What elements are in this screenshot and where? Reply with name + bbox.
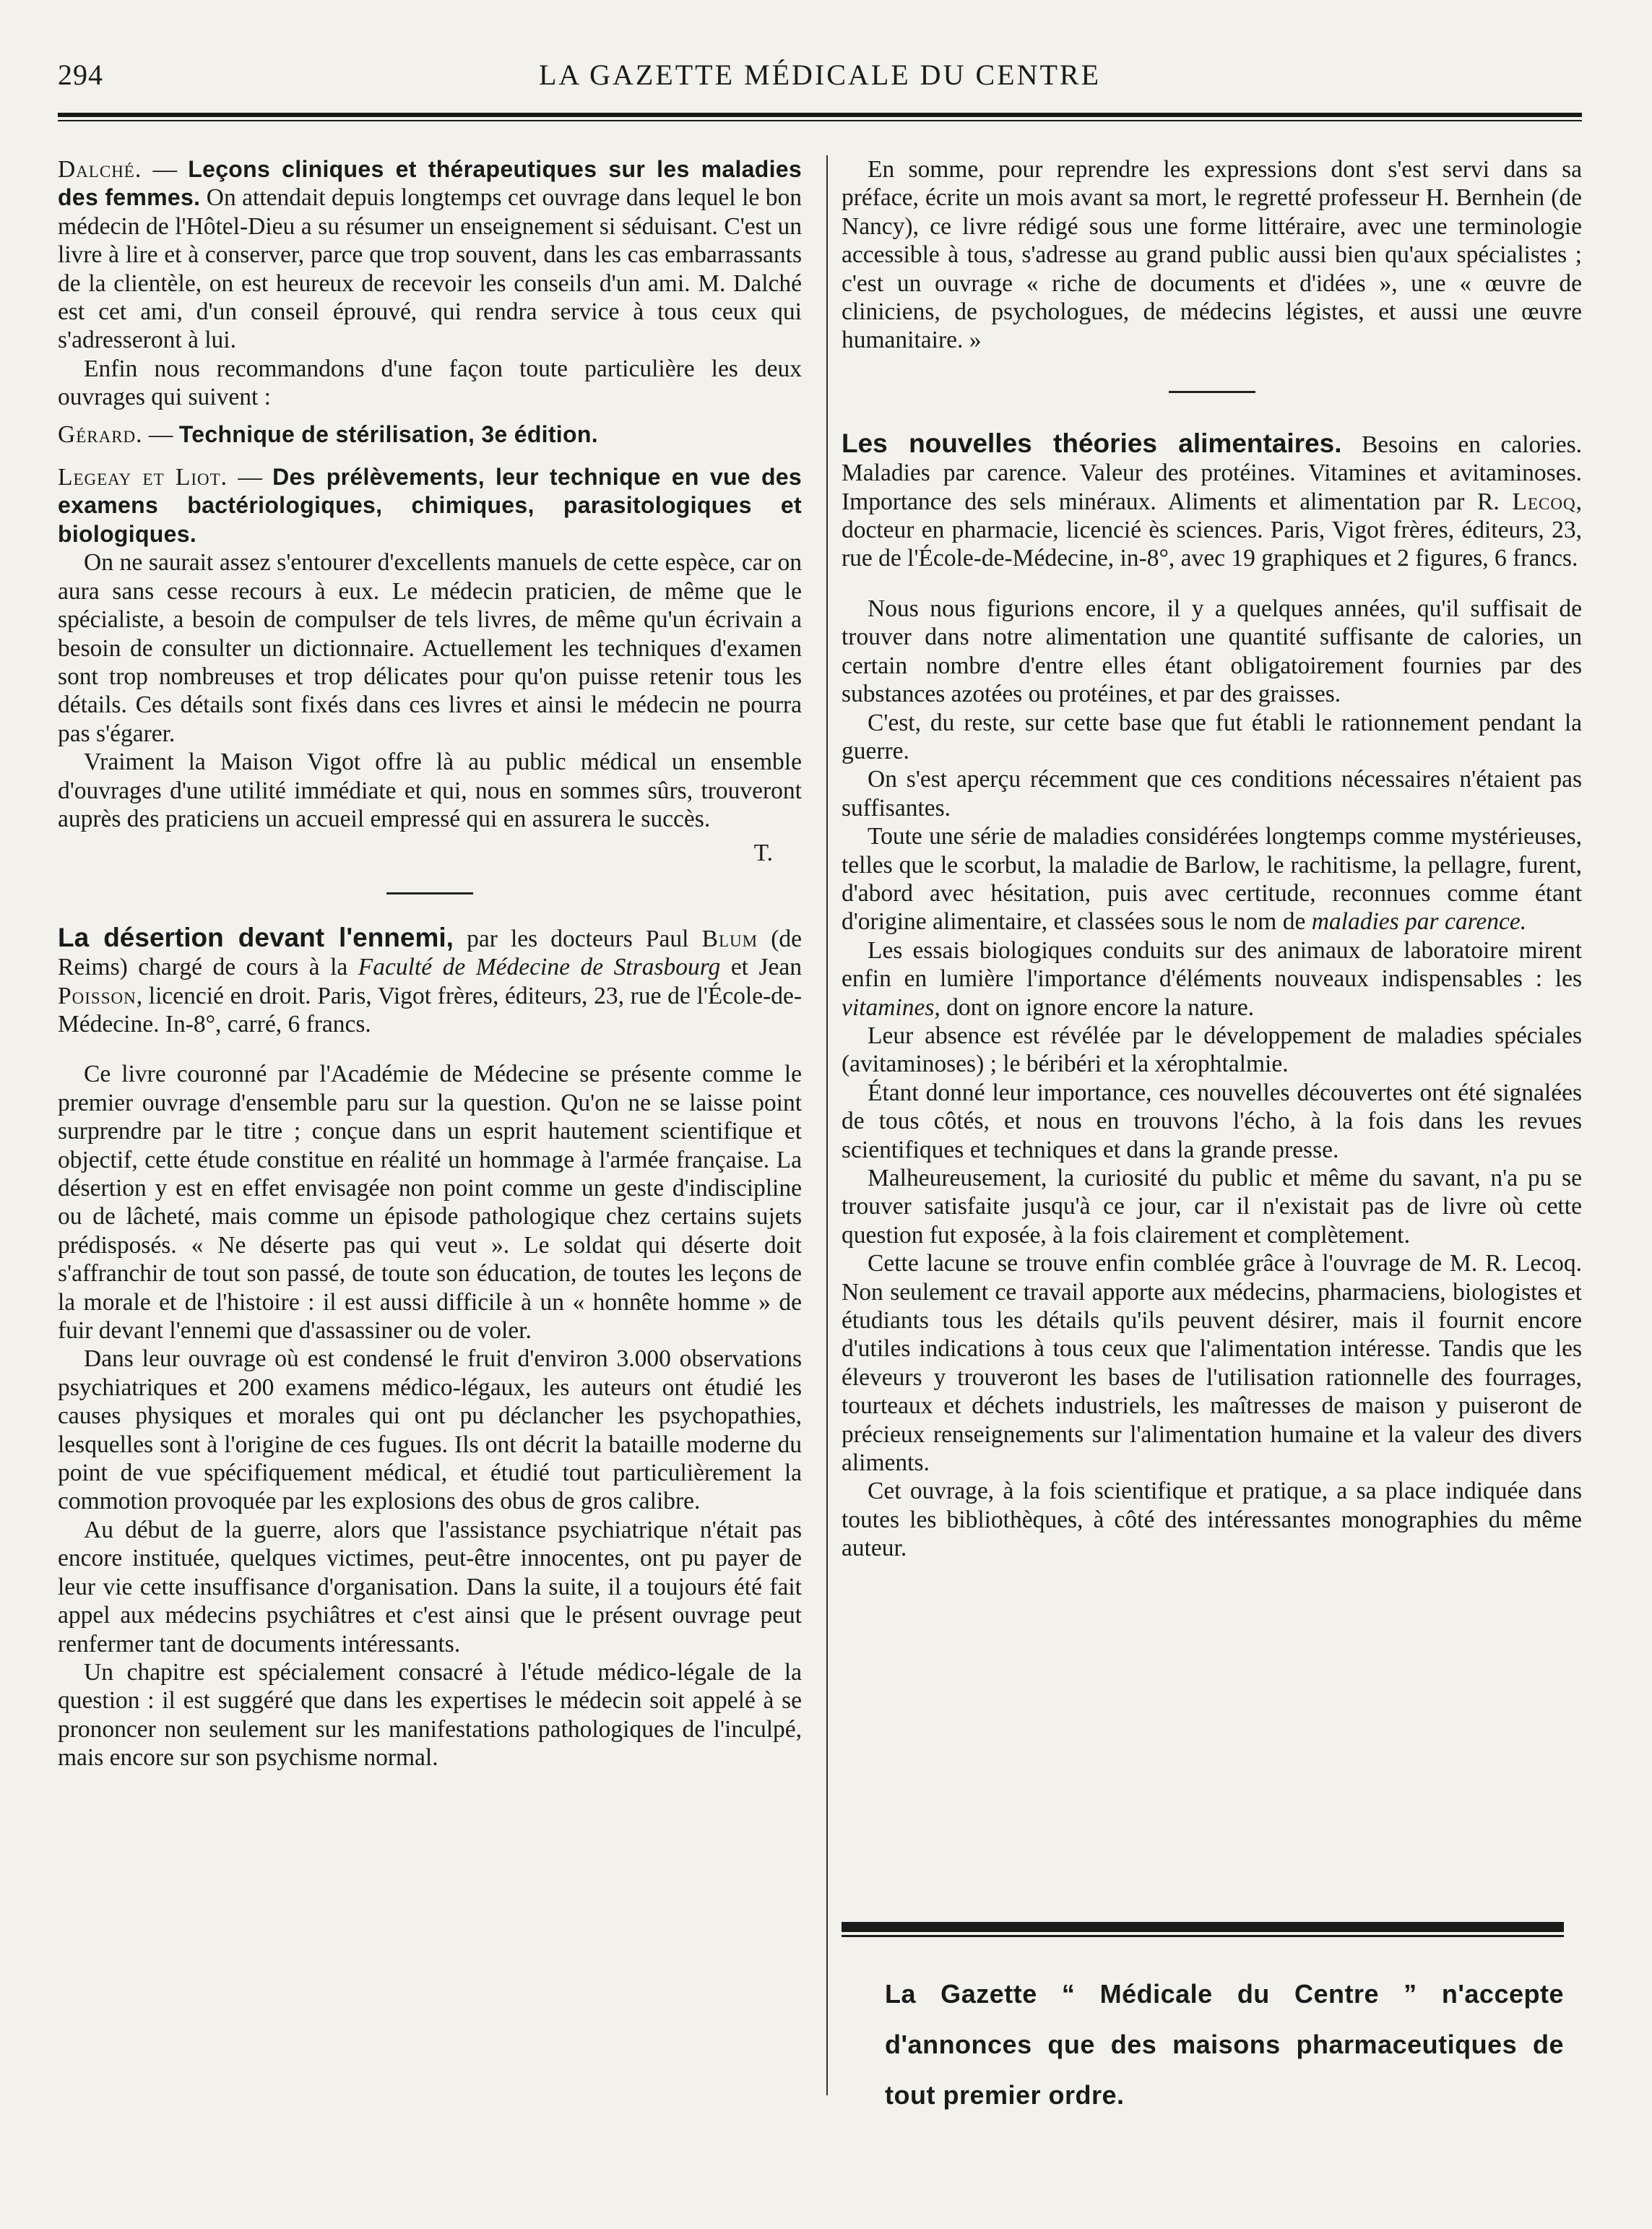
byline: (de Reims) chargé de cours à la: [58, 925, 802, 981]
theories-paragraph: [842, 822, 1582, 936]
byline: par les docteurs Paul: [467, 925, 689, 952]
theories-paragraph: Malheureusement, la curiosité du public et même du savant, n'a pu se trouver satisfaite jusqu'à ce jour, car il n'existait pas de livre où cette question fut exposée, à la fois clairement et complètement.: [842, 1165, 1582, 1249]
theories-paragraph: C'est, du reste, sur cette base que fut établi le rationnement pendant la guerre.: [842, 709, 1582, 764]
emphasis-text: vitamines,: [842, 993, 940, 1021]
section-title: Les nouvelles théories alimentaires.: [842, 428, 1342, 458]
right-column: [842, 155, 1582, 1563]
page-number: 294: [58, 59, 103, 91]
author-name: Lecoq: [1512, 488, 1576, 515]
notice-rule-thick: [842, 1922, 1564, 1932]
vigot-paragraph: Vraiment la Maison Vigot offre là au public médical un ensemble d'ouvrages d'une utilité immédiate et qui, nous en sommes sûrs, trouveront auprès des praticiens un accueil empressé qui en assurera le succès.: [58, 749, 802, 832]
advertising-notice: [842, 1969, 1564, 2121]
review-dalche: Dalché. — Leçons cliniques et thérapeutiques sur les maladies des femmes. On attendait depuis longtemps cet ouvrage dans lequel le bon médecin de l'Hôtel-Dieu a su résumer un enseignement si séduisant. C'est un livre à lire et à conserver, parce que trop souvent, dans les cas embarrassants de la clientèle, on est heureux de recevoir les conseils d'un ami. M. Dalché est cet ami, d'un conseil éprouvé, qui rendra service à tous ceux qui s'adresseront à lui.: [58, 156, 802, 354]
author-name: Legeay et Liot.: [58, 464, 228, 491]
recommend-text: Enfin nous recommandons d'une façon toute particulière les deux ouvrages qui suivent :: [58, 355, 802, 411]
author-name: Gérard.: [58, 421, 143, 448]
emphasis-text: maladies par carence.: [1311, 908, 1527, 936]
left-column: [58, 155, 802, 1772]
byline: Besoins en calories. Maladies par carence. Valeur des protéines. Vitamines et avitaminoses. Importance des sels minéraux. Aliments et alimentation par R.: [842, 431, 1582, 515]
paragraph-text: dont on ignore encore la nature.: [946, 993, 1255, 1021]
review-text: On attendait depuis longtemps cet ouvrage dans lequel le bon médecin de l'Hôtel-Dieu a su résumer un enseignement si séduisant. C'est un livre à lire et à conserver, parce que trop souvent, dans les cas embarrassants de la clientèle, on est heureux de recevoir les conseils d'un ami. M. Dalché est cet ami, d'un conseil éprouvé, qui rendra service à tous ceux qui s'adresseront à lui.: [58, 184, 802, 354]
theories-paragraph: [842, 936, 1582, 1022]
notice-text: La Gazette “ Médicale du Centre ” n'accepte d'annonces que des maisons pharmaceutiques de tout premier ordre.: [885, 1979, 1564, 2110]
paragraph-text: Toute une série de maladies considérées longtemps comme mystérieuses, telles que le scorbut, la maladie de Barlow, le rachitisme, la pellagre, furent, d'abord avec hésitation, puis avec certitude, reconnues comme étant d'origine alimentaire, et classées sous le nom de: [842, 823, 1582, 936]
desertion-paragraph: Dans leur ouvrage où est condensé le fruit d'environ 3.000 observations psychiatriques et 200 examens médico-légaux, les auteurs ont étudié les causes physiques et morales qui ont pu déclancher les psychopathies, lesquelles sont à l'origine de ces fugues. Ils ont décrit la bataille moderne du point de vue spécifiquement médical, et étudié tout particulièrement la commotion provoquée par les explosions des obus de gros calibre.: [58, 1345, 802, 1515]
book-title: Technique de stérilisation, 3e édition.: [178, 421, 598, 447]
header-rule: [58, 113, 1582, 117]
theories-paragraph: On s'est aperçu récemment que ces conditions nécessaires n'étaient pas suffisantes.: [842, 766, 1582, 822]
notice-rule-thin: [842, 1935, 1564, 1937]
entry-legeay-liot: Legeay et Liot. — Des prélèvements, leur technique en vue des examens bactériologiques, chimiques, parasitologiques et biologiques.: [58, 464, 803, 547]
book-title: Des prélèvements, leur technique en vue des examens bactériologiques, chimiques, parasitologiques et biologiques.: [58, 464, 803, 547]
desertion-paragraph: Un chapitre est spécialement consacré à l'étude médico-légale de la question : il est suggéré que dans les expertises le médecin soit appelé à se prononcer non seulement sur les manifestations pathologiques de l'inculpé, mais encore sur son psychisme normal.: [58, 1658, 802, 1772]
separator-rule: [1169, 391, 1255, 393]
section-title: La désertion devant l'ennemi,: [58, 922, 454, 952]
manuals-paragraph: On ne saurait assez s'entourer d'excellents manuels de cette espèce, car on aura sans cesse recours à eux. Le médecin praticien, de même que le spécialiste, a besoin de compulser de tels livres, de même qu'un écrivain a besoin de consulter un dictionnaire. Actuellement les techniques d'examen sont trop nombreuses et trop délicates pour qu'on puisse retenir tous les détails. Ces détails sont fixés dans ces livres et ainsi le médecin ne pourra pas s'égarer.: [58, 549, 802, 747]
theories-paragraph: Étant donné leur importance, ces nouvelles découvertes ont été signalées de tous côtés, et nous en trouvons l'écho, à la fois dans les revues scientifiques et techniques et dans la grande presse.: [842, 1079, 1582, 1163]
column-divider: [826, 155, 828, 2095]
byline: , docteur en pharmacie, licencié ès sciences. Paris, Vigot frères, éditeurs, 23, rue de l'École-de-Médecine, in-8°, avec 19 graphiques et 2 figures, 6 francs.: [842, 488, 1582, 572]
signature: T.: [753, 840, 773, 867]
byline: , licencié en droit. Paris, Vigot frères, éditeurs, 23, rue de l'École-de-Médecine. In-8°, carré, 6 francs.: [58, 982, 802, 1038]
theories-paragraph: Cette lacune se trouve enfin comblée grâce à l'ouvrage de M. R. Lecoq. Non seulement ce travail apporte aux médecins, pharmaciens, biologistes et étudiants tous les détails qu'ils peuvent désirer, mais il fournit encore d'utiles indications à tous ceux que l'alimentation intéresse. Tandis que les éleveurs y trouveront les bases de l'utilisation rationnelle des fourrages, tourteaux et déchets industriels, les maîtresses de maison y puiseront de précieux renseignements sur l'alimentation humaine et la valeur des divers aliments.: [842, 1250, 1582, 1477]
quote-paragraph: En somme, pour reprendre les expressions dont s'est servi dans sa préface, écrite un mois avant sa mort, le regretté professeur H. Bernhein (de Nancy), ce livre rédigé sous une forme littéraire, avec une terminologie accessible à tous, s'adresse au grand public aussi bien qu'aux spécialistes ; c'est un ouvrage « riche de documents et d'idées », une « œuvre de cliniciens, de psychologues, de médecins légistes, et aussi une œuvre humanitaire. »: [842, 156, 1582, 354]
desertion-paragraph: Ce livre couronné par l'Académie de Médecine se présente comme le premier ouvrage d'ensemble paru sur la question. Qu'on ne se laisse point surprendre par le titre ; conçue dans un esprit hautement scientifique et objectif, cette étude constitue en réalité un hommage à l'armée française. La désertion y est en effet envisagée non point comme un geste d'indiscipline ou de lâcheté, mais comme un épisode pathologique chez certains sujets prédisposés. « Ne déserte pas qui veut ». Le soldat qui déserte doit s'affranchir de tout son passé, de toute son éducation, de toutes les leçons de la morale et de l'histoire : il est aussi difficile à un « honnête homme » de fuir devant l'ennemi que d'assassiner ou de voler.: [58, 1061, 802, 1345]
byline: et Jean: [730, 954, 803, 981]
theories-paragraph: Cet ouvrage, à la fois scientifique et pratique, a sa place indiquée dans toutes les bibliothèques, à côté des intéressantes monographies du même auteur.: [842, 1478, 1582, 1562]
author-name: Blum: [701, 925, 758, 952]
review-desertion-heading: [58, 923, 802, 1039]
author-name: Dalché.: [58, 156, 142, 183]
theories-paragraph: Nous nous figurions encore, il y a quelques années, qu'il suffisait de trouver dans notre alimentation une quantité suffisante de calories, un certain nombre d'entre elles étant obligatoirement fournies par des substances azotées ou protéines, et par des graisses.: [842, 595, 1582, 708]
entry-gerard: Gérard. — Technique de stérilisation, 3e édition.: [58, 421, 598, 448]
header-rule-thin: [58, 120, 1582, 121]
paragraph-text: Les essais biologiques conduits sur des animaux de laboratoire mirent enfin en lumière l'importance d'éléments nouveaux indispensables : les: [842, 936, 1582, 993]
separator-rule: [386, 892, 473, 894]
theories-paragraph: Leur absence est révélée par le développement de maladies spéciales (avitaminoses) ; le béribéri et la xérophtalmie.: [842, 1022, 1582, 1078]
page-header: [58, 58, 1582, 101]
book-title: Leçons cliniques et thérapeutiques sur les maladies des femmes.: [58, 156, 802, 211]
faculty-name: Faculté de Médecine de Strasbourg: [358, 954, 721, 981]
review-theories-heading: [842, 429, 1582, 573]
desertion-paragraph: Au début de la guerre, alors que l'assistance psychiatrique n'était pas encore instituée, quelques victimes, peut-être innocentes, ont pu payer de leur vie cette insuffisance d'organisation. Dans la suite, il a toujours été fait appel aux médecins psychiâtres et c'est ainsi que le présent ouvrage peut renfermer tant de documents intéressants.: [58, 1516, 802, 1657]
journal-title: LA GAZETTE MÉDICALE DU CENTRE: [538, 59, 1101, 91]
author-name: Poisson: [58, 982, 137, 1009]
